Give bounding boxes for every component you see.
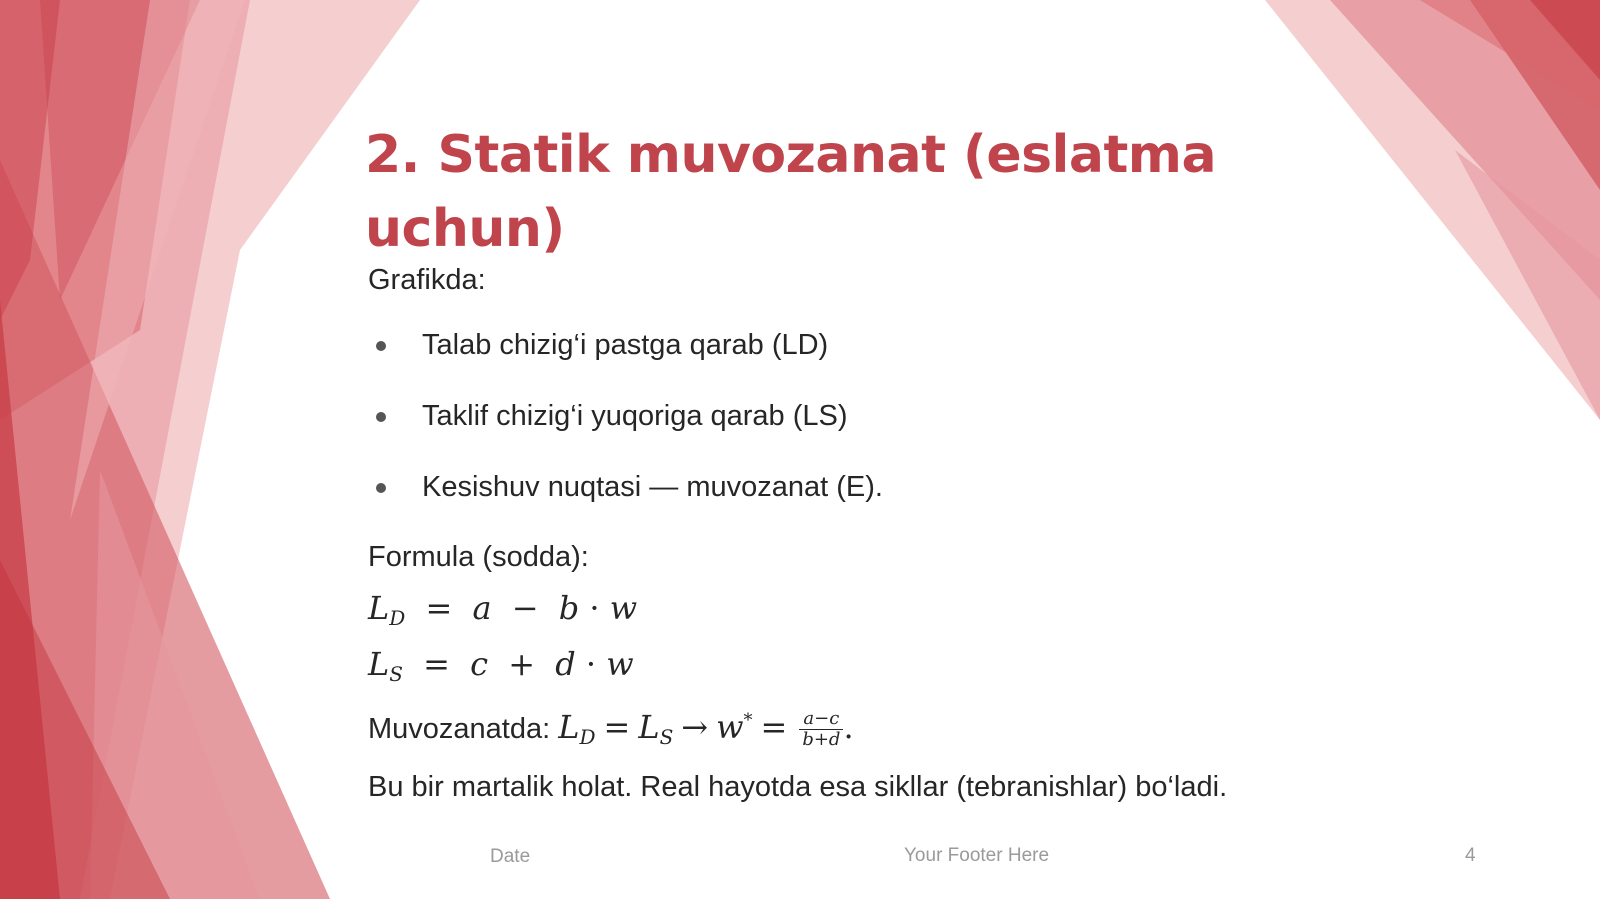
footer-date: Date <box>490 846 531 867</box>
eq-operator: · <box>585 645 597 683</box>
eq-symbol: b <box>558 589 580 627</box>
closing-note: Bu bir martalik holat. Real hayotda esa sikllar (tebranishlar) bo‘ladi. <box>368 771 1228 803</box>
eq-operator: − <box>511 589 539 627</box>
supply-equation <box>368 639 1418 689</box>
bullet-text: Talab chizig‘i pastga qarab (LD) <box>422 329 829 361</box>
eq-symbol: w <box>609 589 638 627</box>
slide-number: 4 <box>1465 845 1476 866</box>
eq-symbol: c <box>470 645 489 683</box>
eq-operator: · <box>589 589 600 627</box>
equilibrium-equation <box>368 693 1418 749</box>
intro-text: Grafikda: <box>368 264 486 296</box>
eq-subscript: D <box>389 606 406 630</box>
eq-subscript: D <box>579 725 596 749</box>
eq-operator: = <box>423 645 450 683</box>
slide-body <box>368 260 1418 807</box>
eq-subscript: S <box>659 725 674 749</box>
slide-title: 2. Statik muvozanat (eslatma uchun) <box>365 125 1217 259</box>
bullet-text: Taklif chizig‘i yuqoriga qarab (LS) <box>422 400 848 432</box>
eq-operator: + <box>508 645 536 683</box>
fraction-denominator: b+d <box>802 729 841 750</box>
eq-operator: = <box>425 589 453 627</box>
eq-symbol: d <box>555 645 576 683</box>
equilibrium-math <box>558 708 854 750</box>
bullet-text: Kesishuv nuqtasi — muvozanat (E). <box>422 471 883 503</box>
demand-equation <box>368 583 1418 633</box>
bullet-item <box>368 310 1418 381</box>
equilibrium-fraction <box>799 709 843 750</box>
fraction-numerator: a−c <box>799 709 843 730</box>
bullet-dot-icon <box>376 483 386 493</box>
arrow-icon: → <box>681 708 709 746</box>
eq-operator: = <box>603 708 631 746</box>
bullet-dot-icon <box>376 341 386 351</box>
bullet-item <box>368 452 1418 523</box>
eq-symbol: L <box>368 589 390 627</box>
equilibrium-label: Muvozanatda: <box>368 713 559 745</box>
bullet-dot-icon <box>376 412 386 422</box>
eq-symbol: a <box>472 589 492 627</box>
eq-symbol: L <box>558 708 580 746</box>
eq-symbol: w <box>606 645 634 683</box>
eq-symbol: L <box>368 645 390 683</box>
eq-subscript: S <box>389 662 403 686</box>
left-decoration <box>0 0 420 899</box>
eq-operator: = <box>760 708 788 746</box>
eq-symbol: w <box>716 708 744 746</box>
eq-superscript: * <box>743 710 753 731</box>
formula-heading: Formula (sodda): <box>368 541 589 573</box>
footer-text: Your Footer Here <box>904 845 1050 866</box>
bullet-list <box>368 310 1418 523</box>
bullet-item <box>368 381 1418 452</box>
eq-symbol: L <box>638 708 660 746</box>
eq-period: . <box>843 708 854 746</box>
